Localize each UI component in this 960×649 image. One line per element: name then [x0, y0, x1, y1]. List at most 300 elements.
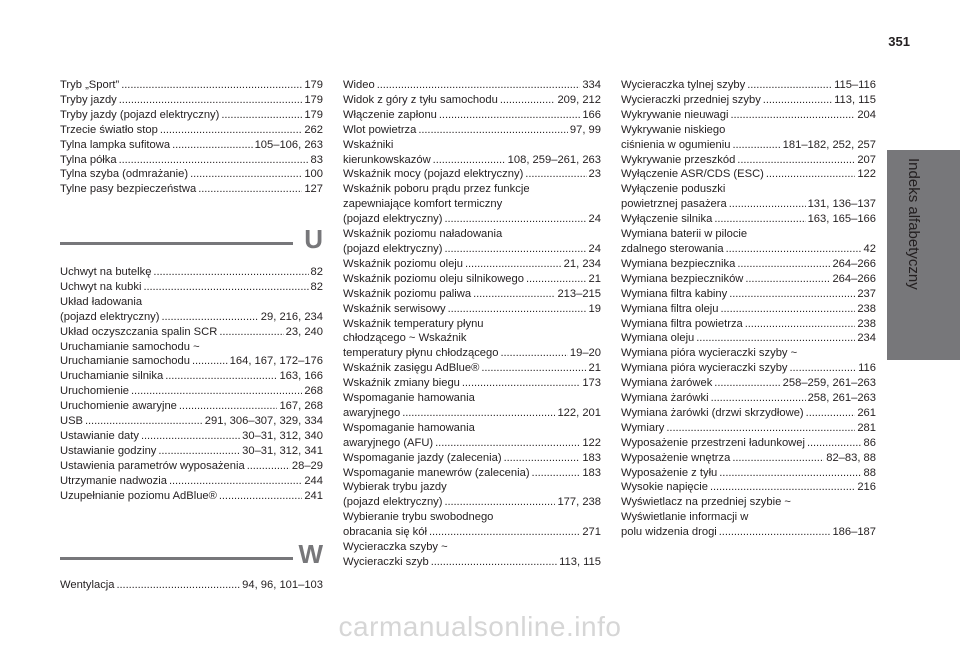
index-entry-term: temperatury płynu chłodzącego	[343, 347, 499, 360]
index-entry-term: (pojazd elektryczny)	[343, 242, 443, 255]
index-column-1-t	[60, 78, 323, 197]
index-entry-line	[343, 376, 601, 391]
dot-leader	[737, 257, 830, 272]
index-entry-term: (pojazd elektryczny)	[60, 310, 160, 323]
index-entry-term: Wymiana filtra kabiny	[621, 287, 728, 300]
index-entry-pages: 21	[588, 362, 601, 375]
dot-leader	[219, 489, 302, 504]
index-column-1-u	[60, 265, 323, 504]
index-entry-text: Wymiana pióra wycieraczki szyby ~	[621, 347, 798, 360]
index-entry-term: Wyłączenie ASR/CDS (ESC)	[621, 168, 764, 181]
dot-leader	[219, 325, 283, 340]
index-entry	[343, 167, 601, 182]
dot-leader	[726, 242, 862, 257]
dot-leader	[721, 302, 856, 317]
dot-leader	[732, 138, 780, 153]
index-entry	[621, 331, 876, 346]
index-entry-term: Wyposażenie wnętrza	[621, 451, 731, 464]
index-entry-line	[621, 391, 876, 406]
index-entry	[343, 182, 601, 227]
index-entry-term: Tylna półka	[60, 153, 117, 166]
index-entry	[60, 167, 323, 182]
index-entry-term: Wymiana żarówek	[621, 377, 713, 390]
index-entry	[60, 280, 323, 295]
index-entry	[60, 153, 323, 168]
dot-leader	[141, 429, 240, 444]
dot-leader	[143, 280, 308, 295]
index-entry	[343, 510, 601, 540]
dot-leader	[377, 78, 581, 93]
index-column-1-w	[60, 578, 323, 593]
index-entry	[60, 295, 323, 325]
index-entry-line	[343, 93, 601, 108]
index-entry-pages: 238	[857, 302, 876, 315]
index-entry	[60, 474, 323, 489]
index-entry-term: Tryby jazdy (pojazd elektryczny)	[60, 108, 220, 121]
index-entry-line	[621, 406, 876, 421]
index-entry-line	[621, 78, 876, 93]
index-entry	[621, 108, 876, 123]
index-entry	[343, 108, 601, 123]
index-entry-line	[343, 302, 601, 317]
index-entry-line	[343, 451, 601, 466]
index-entry-pages: 42	[863, 242, 876, 255]
index-entry-pages: 216	[857, 481, 876, 494]
index-entry-term: Uchwyt na kubki	[60, 280, 142, 293]
dot-leader	[418, 123, 568, 138]
index-entry-pages: 164, 167, 172–176	[229, 355, 323, 368]
index-entry-line	[60, 265, 323, 280]
index-entry-line	[60, 182, 323, 197]
section-header-w	[60, 539, 323, 577]
dot-leader	[192, 354, 228, 369]
index-entry-line	[60, 429, 323, 444]
dot-leader	[247, 459, 290, 474]
index-entry-pages: 173	[582, 377, 601, 390]
dot-leader	[732, 451, 824, 466]
index-entry-line	[343, 167, 601, 182]
index-entry-line	[621, 153, 876, 168]
index-entry-term: (pojazd elektryczny)	[343, 213, 443, 226]
index-entry-line	[343, 287, 601, 302]
index-entry-pages: 30–31, 312, 340	[242, 429, 323, 442]
dot-leader	[429, 525, 580, 540]
index-entry-pages: 258–259, 261–263	[782, 377, 876, 390]
dot-leader	[714, 376, 780, 391]
index-entry-line	[60, 459, 323, 474]
page-number: 351	[888, 34, 910, 49]
index-entry-line	[343, 242, 601, 257]
index-entry	[60, 182, 323, 197]
index-entry-pages: 238	[857, 317, 876, 330]
index-entry-line	[621, 302, 876, 317]
dot-leader	[714, 212, 805, 227]
index-entry	[621, 212, 876, 227]
index-entry-pages: 209, 212	[557, 93, 601, 106]
dot-leader	[729, 287, 855, 302]
index-entry-text: Wspomaganie hamowania	[343, 421, 475, 434]
dot-leader	[221, 108, 302, 123]
dot-leader	[431, 555, 557, 570]
index-entry-text: Wymiana baterii w pilocie	[621, 228, 748, 241]
index-entry	[621, 302, 876, 317]
index-entry-term: Wymiana filtra oleju	[621, 302, 719, 315]
index-entry-term: Uchwyt na butelkę	[60, 266, 152, 278]
index-entry	[621, 317, 876, 332]
index-entry-line	[621, 436, 876, 451]
index-entry-term: Wycieraczki szyb	[343, 556, 429, 568]
dot-leader	[790, 361, 857, 376]
index-column-2	[343, 78, 601, 570]
index-entry-text: Uruchamianie samochodu ~	[60, 340, 200, 353]
index-entry	[343, 451, 601, 466]
index-entry-pages: 86	[863, 436, 876, 449]
dot-leader	[169, 474, 302, 489]
dot-leader	[448, 302, 587, 317]
index-entry-line	[60, 123, 323, 138]
index-entry-pages: 23, 240	[285, 325, 323, 338]
index-entry-term: Tylne pasy bezpieczeństwa	[60, 183, 197, 196]
index-entry-pages: 83	[310, 153, 323, 166]
dot-leader	[161, 310, 258, 325]
index-entry-term: Wskaźnik serwisowy	[343, 302, 446, 315]
dot-leader	[745, 272, 830, 287]
section-header-u	[60, 224, 323, 262]
index-entry	[60, 459, 323, 474]
dot-leader	[525, 167, 586, 182]
index-entry-term: awaryjnego (AFU)	[343, 436, 434, 449]
index-entry	[343, 317, 601, 362]
index-entry-line	[343, 78, 601, 93]
index-entry-term: Wymiana filtra powietrza	[621, 317, 743, 330]
index-entry	[343, 361, 601, 376]
index-entry-term: Trzecie światło stop	[60, 123, 158, 136]
index-entry-pages: 115–116	[834, 79, 876, 91]
index-entry-pages: 23	[588, 168, 601, 181]
index-entry-line	[621, 466, 876, 481]
index-entry-pages: 163, 165–166	[807, 213, 876, 226]
index-entry-pages: 291, 306–307, 329, 334	[204, 415, 323, 428]
dot-leader	[710, 480, 855, 495]
index-entry-term: Tylna szyba (odmrażanie)	[60, 168, 189, 181]
index-entry-line	[60, 369, 323, 384]
index-entry	[621, 391, 876, 406]
index-entry	[621, 167, 876, 182]
dot-leader	[481, 361, 586, 376]
dot-leader	[444, 495, 555, 510]
index-entry-text: Wybierak trybu jazdy	[343, 481, 447, 494]
index-entry-line	[621, 242, 876, 257]
index-entry	[60, 414, 323, 429]
index-entry-pages: 179	[304, 108, 323, 121]
index-entry-term: Wlot powietrza	[343, 123, 417, 136]
index-entry	[343, 421, 601, 451]
index-entry-line	[60, 578, 323, 593]
index-entry-line	[621, 525, 876, 540]
dot-leader	[117, 578, 241, 593]
index-entry-pages: 19–20	[569, 347, 601, 360]
index-entry-pages: 24	[588, 242, 601, 255]
index-entry	[60, 138, 323, 153]
index-entry-pages: 82–83, 88	[826, 451, 876, 464]
index-entry	[343, 78, 601, 93]
index-entry-line	[621, 272, 876, 287]
index-entry	[60, 369, 323, 384]
index-entry-line	[60, 78, 323, 93]
index-entry-text: Wykrywanie niskiego	[621, 123, 726, 136]
index-entry	[343, 302, 601, 317]
index-entry	[621, 257, 876, 272]
index-entry-line	[60, 108, 323, 123]
index-entry-pages: 204	[857, 108, 876, 121]
index-entry-line	[343, 108, 601, 123]
index-entry	[60, 123, 323, 138]
index-entry-pages: 100	[304, 168, 323, 181]
index-entry	[343, 272, 601, 287]
index-entry-line	[343, 361, 601, 376]
index-entry-pages: 271	[582, 526, 601, 539]
index-entry	[621, 495, 876, 540]
index-entry-term: Wspomaganie manewrów (zalecenia)	[343, 466, 530, 479]
dot-leader	[435, 436, 580, 451]
index-entry-text: chłodzącego ~ Wskaźnik	[343, 332, 467, 345]
index-entry-term: Wskaźnik poziomu paliwa	[343, 287, 472, 300]
index-entry-line	[60, 489, 323, 504]
index-entry-pages: 122	[582, 436, 601, 449]
dot-leader	[444, 242, 586, 257]
dot-leader	[119, 93, 303, 108]
index-entry-pages: 167, 268	[279, 400, 323, 413]
index-entry-pages: 28–29	[291, 459, 323, 472]
dot-leader	[532, 466, 581, 481]
index-entry	[343, 540, 601, 570]
dot-leader	[745, 317, 856, 332]
index-entry	[621, 421, 876, 436]
index-entry	[621, 153, 876, 168]
index-entry-line	[621, 108, 876, 123]
index-entry-line	[343, 525, 601, 540]
index-entry-pages: 234	[857, 332, 876, 345]
dot-leader	[119, 153, 309, 168]
index-entry-term: Tylna lampka sufitowa	[60, 138, 171, 151]
index-entry-line	[621, 451, 876, 466]
index-entry-pages: 179	[304, 93, 323, 106]
section-letter: U	[304, 224, 323, 254]
index-entry-line	[621, 287, 876, 302]
index-entry-line	[621, 376, 876, 391]
index-entry-term: Wymiana oleju	[621, 332, 695, 345]
index-entry-term: polu widzenia drogi	[621, 526, 717, 539]
dot-leader	[807, 436, 862, 451]
index-entry-pages: 258, 261–263	[807, 392, 876, 405]
index-entry	[621, 287, 876, 302]
index-entry	[343, 391, 601, 421]
index-entry	[621, 376, 876, 391]
section-rule	[60, 242, 293, 245]
dot-leader	[500, 346, 567, 361]
index-entry-pages: 131, 136–137	[807, 198, 876, 211]
index-entry-pages: 127	[304, 183, 323, 196]
index-entry	[60, 325, 323, 340]
dot-leader	[179, 399, 278, 414]
index-entry-term: (pojazd elektryczny)	[343, 496, 443, 509]
index-entry	[60, 578, 323, 593]
index-entry-term: zdalnego sterowania	[621, 242, 724, 255]
dot-leader	[165, 369, 277, 384]
index-entry-term: USB	[60, 415, 84, 428]
index-entry	[621, 272, 876, 287]
index-entry-text: zapewniające komfort termiczny	[343, 198, 503, 211]
index-entry-pages: 264–266	[832, 272, 876, 285]
dot-leader	[719, 525, 831, 540]
dot-leader	[526, 272, 587, 287]
index-entry-line	[60, 384, 323, 399]
dot-leader	[729, 197, 806, 212]
index-entry-term: Wentylacja	[60, 579, 115, 591]
index-entry	[343, 376, 601, 391]
index-entry	[621, 406, 876, 421]
index-entry-pages: 237	[857, 287, 876, 300]
dot-leader	[158, 444, 240, 459]
index-entry-pages: 244	[304, 474, 323, 487]
index-entry	[621, 436, 876, 451]
index-entry	[60, 265, 323, 280]
dot-leader	[439, 108, 580, 123]
index-entry-term: Wysokie napięcie	[621, 481, 708, 494]
index-entry-line	[343, 123, 601, 138]
index-entry-term: Wycieraczka tylnej szyby	[621, 79, 746, 91]
index-entry-term: Wskaźnik poziomu oleju	[343, 257, 464, 270]
index-entry-pages: 163, 166	[279, 370, 323, 383]
index-entry-pages: 179	[304, 79, 323, 91]
index-entry-pages: 181–182, 252, 257	[782, 138, 876, 151]
index-entry-pages: 30–31, 312, 341	[242, 444, 323, 457]
index-entry-line	[343, 406, 601, 421]
index-entry-term: awaryjnego	[343, 406, 401, 419]
index-entry-pages: 19	[588, 302, 601, 315]
index-entry-term: Wykrywanie przeszkód	[621, 153, 736, 166]
index-entry	[621, 182, 876, 212]
dot-leader	[696, 331, 855, 346]
index-entry-pages: 183	[582, 466, 601, 479]
index-entry-pages: 213–215	[557, 287, 601, 300]
index-entry-pages: 105–106, 263	[254, 138, 323, 151]
index-entry-line	[621, 138, 876, 153]
index-entry-line	[621, 212, 876, 227]
index-entry-line	[60, 280, 323, 295]
dot-leader	[85, 414, 203, 429]
index-entry	[60, 340, 323, 370]
index-entry-pages: 122, 201	[557, 406, 601, 419]
index-entry-line	[343, 495, 601, 510]
dot-leader	[402, 406, 555, 421]
index-entry-pages: 183	[582, 451, 601, 464]
index-entry	[60, 93, 323, 108]
index-entry-line	[343, 153, 601, 168]
dot-leader	[504, 451, 581, 466]
dot-leader	[737, 153, 855, 168]
index-entry-pages: 241	[304, 489, 323, 502]
index-entry-term: Wymiana bezpieczników	[621, 272, 744, 285]
index-column-3	[621, 78, 876, 540]
index-entry-line	[343, 466, 601, 481]
index-entry	[60, 108, 323, 123]
dot-leader	[444, 212, 586, 227]
dot-leader	[719, 466, 861, 481]
index-entry-term: obracania się kół	[343, 526, 427, 539]
index-entry	[343, 480, 601, 510]
index-entry-text: Wskaźnik poboru prądu przez funkcje	[343, 183, 530, 196]
index-entry-line	[60, 93, 323, 108]
index-entry-line	[621, 197, 876, 212]
index-entry	[343, 138, 601, 168]
dot-leader	[153, 265, 308, 280]
index-entry-term: Układ oczyszczania spalin SCR	[60, 325, 218, 338]
index-entry-term: Uruchomienie awaryjne	[60, 400, 177, 413]
index-entry-term: powietrznej pasażera	[621, 198, 727, 211]
dot-leader	[465, 257, 562, 272]
index-entry-line	[343, 346, 601, 361]
index-entry-line	[343, 257, 601, 272]
index-entry-term: Wskaźnik poziomu oleju silnikowego	[343, 272, 524, 285]
index-entry	[621, 451, 876, 466]
index-entry-term: Ustawianie daty	[60, 429, 139, 442]
index-entry-term: Wyposażenie z tyłu	[621, 466, 718, 479]
index-entry-text: Wskaźnik poziomu naładowania	[343, 228, 503, 241]
index-entry-term: Utrzymanie nadwozia	[60, 474, 167, 487]
index-entry-pages: 88	[863, 466, 876, 479]
index-entry	[343, 123, 601, 138]
index-entry-line	[343, 555, 601, 570]
index-entry-term: Wskaźnik zasięgu AdBlue®	[343, 362, 480, 375]
index-entry-term: Ustawianie godziny	[60, 444, 157, 457]
index-entry-line	[60, 153, 323, 168]
index-entry	[343, 93, 601, 108]
index-entry-text: Wyświetlacz na przedniej szybie ~	[621, 496, 791, 509]
index-entry-pages: 207	[857, 153, 876, 166]
index-entry	[343, 257, 601, 272]
dot-leader	[160, 123, 303, 138]
index-entry-line	[60, 138, 323, 153]
dot-leader	[766, 167, 855, 182]
index-entry-pages: 116	[858, 362, 876, 375]
section-letter: W	[298, 539, 323, 569]
index-entry-term: Wymiana żarówki (drzwi skrzydłowe)	[621, 406, 804, 419]
index-entry	[343, 287, 601, 302]
index-entry-term: Wskaźnik mocy (pojazd elektryczny)	[343, 168, 524, 181]
index-entry-line	[621, 421, 876, 436]
index-entry-line	[60, 399, 323, 414]
index-entry-line	[343, 272, 601, 287]
index-side-tab	[887, 150, 960, 360]
index-entry-pages: 186–187	[832, 526, 876, 539]
index-entry-pages: 29, 216, 234	[260, 310, 323, 323]
index-entry	[343, 227, 601, 257]
dot-leader	[473, 287, 555, 302]
dot-leader	[190, 167, 302, 182]
dot-leader	[172, 138, 253, 153]
index-entry-pages: 261	[857, 406, 876, 419]
index-entry-pages: 82	[310, 266, 323, 278]
index-entry-line	[60, 444, 323, 459]
dot-leader	[198, 182, 302, 197]
index-entry-line	[60, 310, 323, 325]
index-entry-pages: 113, 115	[834, 93, 876, 106]
index-entry-line	[621, 93, 876, 108]
index-entry	[60, 444, 323, 459]
dot-leader	[763, 93, 832, 108]
index-side-tab-label: Indeks alfabetyczny	[905, 158, 922, 290]
